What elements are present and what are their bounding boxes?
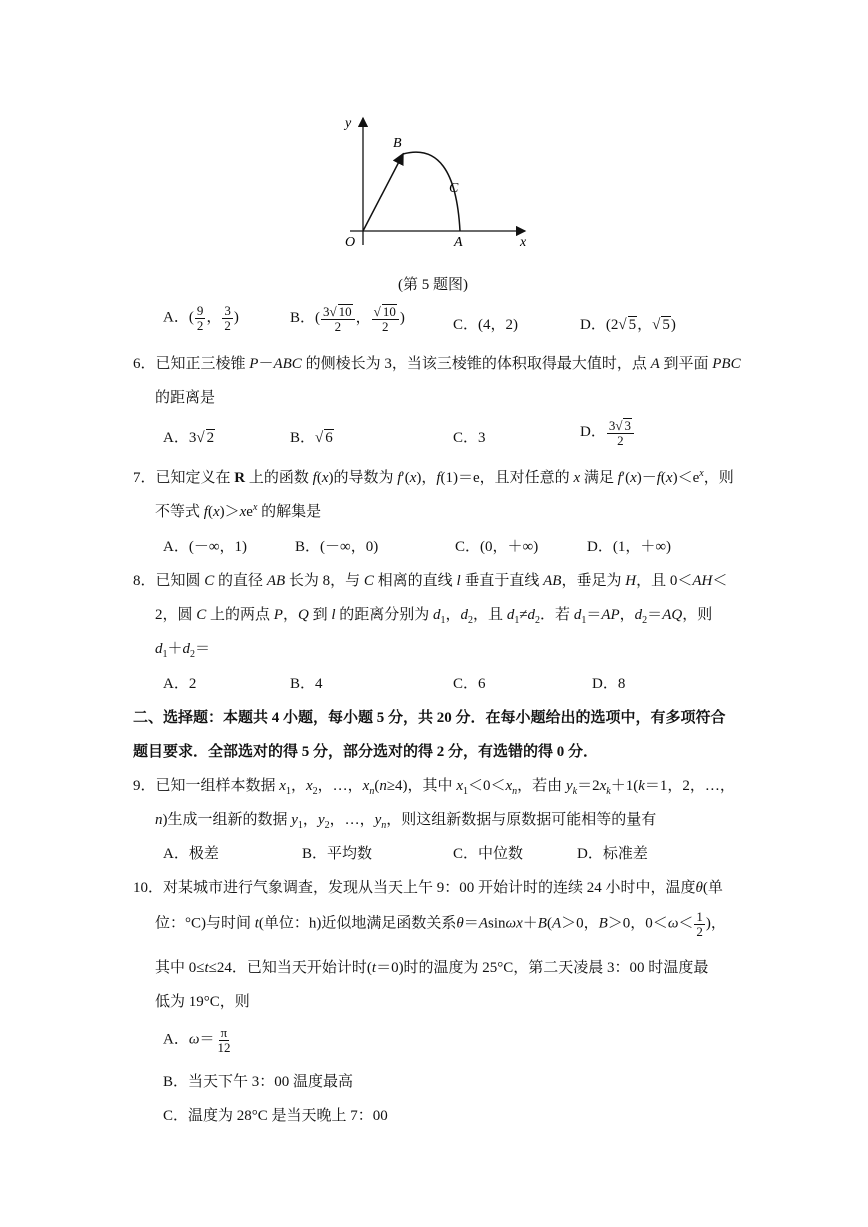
vector-OB	[363, 154, 403, 231]
q6-stem-line1: 6．已知正三棱锥 P－ABC 的侧棱长为 3，当该三棱锥的体积取得最大值时，点 A 到平面 PBC	[133, 356, 741, 372]
q10-stem-line4: 低为 19°C，则	[155, 994, 250, 1010]
q10-stem-line1: 10．对某城市进行气象调查，发现从当天上午 9：00 开始计时的连续 24 小时中，温度θ(单	[133, 880, 723, 896]
q9-option-d: D．标准差	[577, 846, 648, 862]
q6-option-a: A．3√ 2	[163, 430, 215, 446]
q5-option-b: B．( $\frac{3√ 10}{2}$ ， $\frac{√ 10}{2}$ )	[290, 304, 405, 334]
q8-option-a: A．2	[163, 676, 197, 692]
q10-option-b: B．当天下午 3：00 温度最高	[163, 1074, 354, 1090]
q6-stem-line2: 的距离是	[155, 390, 216, 406]
q9-option-c: C．中位数	[453, 846, 524, 862]
q8-option-c: C．6	[453, 676, 486, 692]
q9-stem-line1: 9．已知一组样本数据 $x_1$，$x_2$，…，$x_n(n\ge 4)$，其中 $x_1<0<x_n$，若由 $y_k=2x_k+1(k=1$，2，…，	[133, 778, 735, 797]
q5-option-a: A．( $\frac{9}{2}$ ， $\frac{3}{2}$ )	[163, 303, 239, 333]
q8-stem-line3: $d_1+d_2=$	[155, 641, 211, 660]
q5-option-c: C．(4，2)	[453, 317, 519, 333]
q10-option-a: A．ω＝ $\frac{\pi}{12}$	[163, 1025, 231, 1055]
q8-stem-line2: 2，圆 C 上的两点 P，Q 到 l 的距离分别为 $d_1$，$d_2$，且 $d_1\ne d_2$．若 $d_1=AP$，$d_2=AQ$，则	[155, 607, 713, 626]
q7-option-a: A．(－∞，1)	[163, 539, 248, 555]
q6-option-d: D． $\frac{3√ 3}{2}$	[580, 418, 635, 447]
q10-stem-line3: 其中 0≤t≤24．已知当天开始计时(t＝0)时的温度为 25°C，第二天凌晨 3：00 时温度最	[155, 960, 709, 976]
q5-option-d: D．(2√ 5，√ 5)	[580, 317, 676, 333]
q8-option-d: D．8	[592, 676, 626, 692]
label-x: x	[520, 235, 527, 250]
section2-header-line2: 题目要求．全部选对的得 5 分，部分选对的得 2 分，有选错的得 0 分．	[133, 744, 599, 760]
label-O: O	[345, 235, 356, 250]
q9-option-a: A．极差	[163, 846, 219, 862]
label-y: y	[345, 116, 352, 131]
q10-option-c: C．温度为 28°C 是当天晚上 7：00	[163, 1108, 388, 1124]
q7-option-b: B．(－∞，0)	[295, 539, 379, 555]
label-B: B	[393, 136, 402, 151]
q7-option-c: C．(0，＋∞)	[455, 539, 539, 555]
q7-option-d: D．(1，＋∞)	[587, 539, 672, 555]
label-C: C	[449, 181, 459, 196]
label-A: A	[454, 235, 463, 250]
q6-option-b: B．√ 6	[290, 430, 333, 446]
figure-caption: (第 5 题图)	[398, 277, 468, 293]
q7-stem-line2: 不等式 $f(x)>xe^x$ 的解集是	[155, 502, 322, 520]
q8-option-b: B．4	[290, 676, 323, 692]
q7-stem-line1: 7．已知定义在 R 上的函数 f(x)的导数为 f′(x)，f(1)＝e，且对任意的 x 满足 $f'(x)-f(x)<e^x$，则	[133, 468, 734, 486]
q9-stem-line2: n)生成一组新的数据 $y_1$，$y_2$，…，$y_n$，则这组新数据与原数据可能相等的量有	[155, 812, 657, 831]
q6-option-c: C．3	[453, 430, 486, 446]
q9-option-b: B．平均数	[302, 846, 373, 862]
q10-stem-line2: 位：°C)与时间 t(单位：h)近似地满足函数关系θ＝Asinωx＋B(A＞0，B＞0，0＜ω＜ $\frac{1}{2}$ )，	[155, 909, 726, 939]
question-5-figure	[330, 110, 540, 260]
q8-stem-line1: 8．已知圆 C 的直径 AB 长为 8，与 C 相离的直线 l 垂直于直线 AB，垂足为 H，且 0＜AH＜	[133, 573, 728, 589]
section2-header-line1: 二、选择题：本题共 4 小题，每小题 5 分，共 20 分．在每小题给出的选项中，有多项符合	[133, 710, 726, 726]
